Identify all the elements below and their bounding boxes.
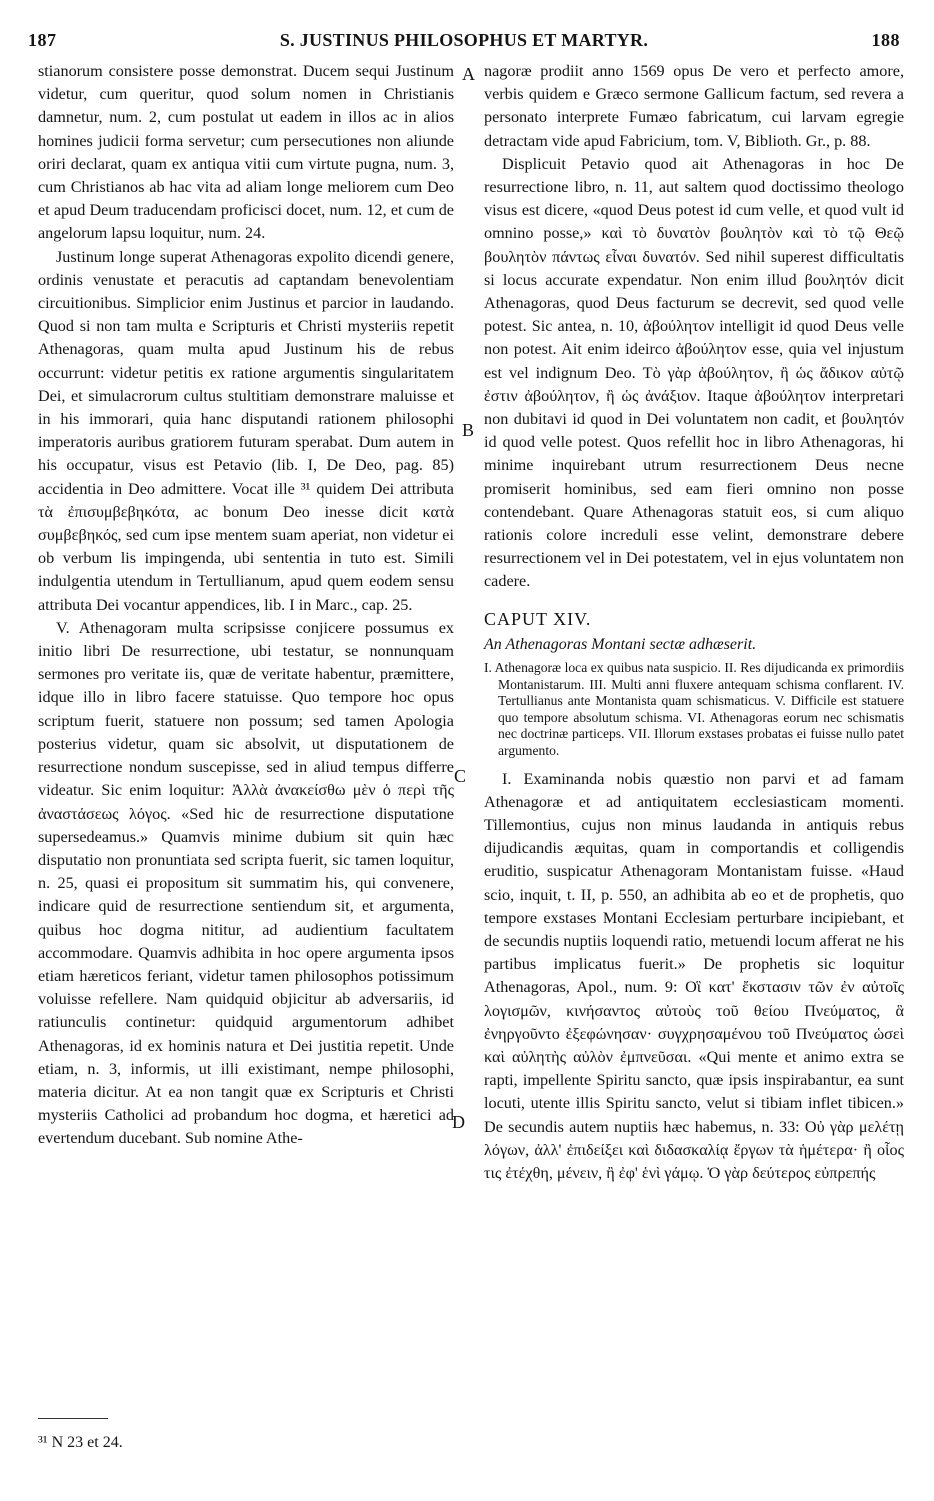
footnote: ³¹ N 23 et 24.	[38, 1434, 123, 1451]
chapter-subtitle: An Athenagoras Montani sectæ adhæserit.	[484, 635, 757, 653]
margin-letter-a: A	[462, 64, 475, 84]
margin-letter-c: C	[454, 766, 467, 786]
right-paragraph-3: I. Examinanda nobis quæstio non parvi et ad famam Athenagoræ et ad antiquitatem ecclesiasticam momenti. Tillemontius, cujus non minus laudanda in antiquis rebus dijudicandis æquitas, quam in comportandis et colligendis eruditio, suspicatur Athenagoram Montanistam fuisse. «Haud scio, inquit, t. II, p. 550, an adhibita ab eo et de prophetis, quo tempore exstases Montani Ecclesiam perturbare incipiebant, et de secundis nuptiis loquendi ratio, metuendi locum afferat ne his partibus implicatus fuerit.» De prophetis sic loquitur Athenagoras, Apol., num. 9: Οἳ κατ' ἔκστασιν τῶν ἐν αὐτοῖς λογισμῶν, κινήσαντος αὐτοὺς τοῦ θείου Πνεύματος, ἃ ἐνηργοῦντο ἐξεφώνησαν· συγχρησαμένου τοῦ Πνεύματος ὡσεὶ καὶ αὐλητὴς αὐλὸν ἐμπνεῦσαι. «Qui mente et animo extra se rapti, impellente Spiritu sancto, quæ ipsis inspirabantur, ea sunt locuti, utente illis Spiritu sancto, velut si tibiam inflet tibicen.» De secundis autem nuptiis hæc habemus, n. 33: Οὐ γὰρ μελέτῃ λόγων, ἀλλ' ἐπιδείξει καὶ διδασκαλίᾳ ἔργων τὰ ἡμέτερα· ἢ οἷος τις ἐτέχθη, μένειν, ἢ ἐφ' ἑνὶ γάμῳ. Ὁ γὰρ δεύτερος εὐπρεπής	[484, 769, 904, 1183]
right-paragraph-2: Displicuit Petavio quod ait Athenagoras in hoc De resurrectione libro, n. 11, aut saltem quod doctissimo theologo visus est dicere, «quod Deus potest id cum velle, et quod vult id omnino posse,» καὶ τὸ δυνατὸν βουλητὸν καὶ τὸ τῷ Θεῷ βουλητὸν πάντως εἶναι δυνατόν. Sed nihil superest difficultatis si locus accurate expendatur. Non enim illud βουλητόν dicit Athenagoras, quod Deus facturum se decrevit, sed quod velle potest. Sic antea, n. 10, ἀβούλητον intelligit id quod Deus velle non potest. Ait enim ideirco ἀβούλητον esse, quia vel injustum est vel indignum Deo. Τὸ γὰρ ἀβούλητον, ἢ ὡς ἄδικον αὐτῷ ἐστιν ἀβούλητον, ἢ ὡς ἀνάξιον. Itaque ἀβούλητον interpretari non dubitavi id quod in Dei voluntatem non cadit, et βουλητόν id quod velle potest. Quos refellit hoc in libro Athenagoras, hi minime inquirebant utrum resurrectionem Deus necne promiserit hominibus, sed eam fieri omnino non posse contendebant. Quare Athenagoras statuit eos, si cum aliquo rationis colore increduli esse velint, demonstrare debere resurrectionem vel in Dei potestatem, vel in ejus voluntatem non cadere.	[484, 154, 904, 591]
page-number-right: 188	[871, 30, 900, 50]
chapter-summary: I. Athenagoræ loca ex quibus nata suspicio. II. Res dijudicanda ex primordiis Montanistarum. III. Multi anni fluxere antequam schisma conflarent. IV. Tertullianus ante Montanista quam schismaticus. V. Difficile est statuere quo tempore absolutum schisma. VI. Athenagoras eorum nec schismatis nec doctrinæ particeps. VII. Illorum exstases probatas ei fuisse nullo patet argumento.	[484, 660, 904, 759]
running-header	[28, 30, 900, 58]
left-column	[38, 60, 454, 1151]
page-number-left: 187	[28, 30, 57, 50]
margin-letter-b: B	[462, 420, 475, 440]
margin-letter-d: D	[452, 1112, 465, 1132]
left-paragraph-2: Justinum longe superat Athenagoras expolito dicendi genere, ordinis venustate et peracutis ad captandam benevolentiam circuitionibus. Simplicior enim Justinus et parcior in laudando. Quod si non tam multa e Scripturis et Christi mysteriis repetit Athenagoras, quam multa apud Justinum his de rebus occurrunt: videtur petitis ex ratione argumentis singularitatem Dei, et simulacrorum cultus stultitiam demonstrare maluisse et in his immorari, quia hanc disputandi rationem philosophi imperatoris auribus gratiorem futuram sperabat. Dum autem in his occupatur, visus est Petavio (lib. I, De Deo, pag. 85) accidentia in Deo admittere. Vocat ille ³¹ quidem Dei attributa τὰ ἐπισυμβεβηκότα, ac bonum Deo inesse dicit κατὰ συμβεβηκός, sed cum ipse mentem suam aperiat, non videtur ei ob verbum lis impingenda, ubi sententia in tuto est. Simili indulgentia utendum in Tertullianum, apud quem eodem sensu attributa Dei vocantur appendices, lib. I in Marc., cap. 25.	[38, 247, 454, 614]
left-paragraph-3: V. Athenagoram multa scripsisse conjicere possumus ex initio libri De resurrectione, ubi testatur, se nonnunquam sermones pro veritate iis, quæ de veritate habentur, præmittere, idque illo in libro facere statuisse. Quo tempore hoc opus scriptum fuerit, statuere non possum; sed tamen Apologia posterius videtur, quam sic absolvit, ut disputationem de resurrectione nondum suscepisse, sed in aliud tempus differre videatur. Sic enim loquitur: Ἀλλὰ ἀνακείσθω μὲν ὁ περὶ τῆς ἀναστάσεως λόγος. «Sed hic de resurrectione disputatione supersedeamus.» Quamvis minime dubium sit quin hæc disputatio non pronuntiata sed scripta fuerit, sic tamen loquitur, n. 25, quasi ei propositum sit summatim his, qui convenere, indicare quid de resurrectione sentiendum sit, et argumenta, quibus hoc dogma nititur, ad audientium facultatem accommodare. Quamvis adhibita in hoc opere argumenta ipsos etiam hæreticos feriant, videtur tamen philosophos potissimum voluisse refellere. Nam quidquid objicitur ab adversariis, id ratiunculis continetur: quidquid argumentorum adhibet Athenagoras, id ex hominis natura et Dei justitia repetit. Unde etiam, n. 3, informis, ut illi existimant, nempe philosophi, materia dicitur. At ea non tangit quæ ex Scripturis et Christi mysteriis Catholici ad probandum hoc dogma, et hæretici ad evertendum ducebant. Sub nomine Athe-	[38, 618, 454, 1148]
right-paragraph-1: nagoræ prodiit anno 1569 opus De vero et perfecto amore, verbis quidem e Græco sermone Gallicum factum, sed revera a personato interprete Fumæo fabricatum, cui larvam egregie detractam vide apud Fabricium, tom. V, Biblioth. Gr., p. 88.	[484, 62, 904, 150]
footnote-rule	[38, 1418, 108, 1419]
running-title: S. JUSTINUS PHILOSOPHUS ET MARTYR.	[279, 30, 649, 50]
left-paragraph-1: stianorum consistere posse demonstrat. Ducem sequi Justinum videtur, cum queritur, quod solum nomen in Christianis damnetur, num. 2, cum postulat ut eadem in illos ac in alios homines judicii forma servetur; cum persecutiones non aliunde oriri declarat, quam ex antiqua vitii cum virtute pugna, num. 3, cum Christianos ab hac vita ad aliam longe meliorem cum Deo et apud Deum traducendam proficisci docet, num. 12, et cum de angelorum lapsu loquitur, num. 24.	[38, 62, 454, 243]
right-column	[484, 60, 904, 1185]
chapter-heading: CAPUT XIV.	[484, 608, 592, 629]
